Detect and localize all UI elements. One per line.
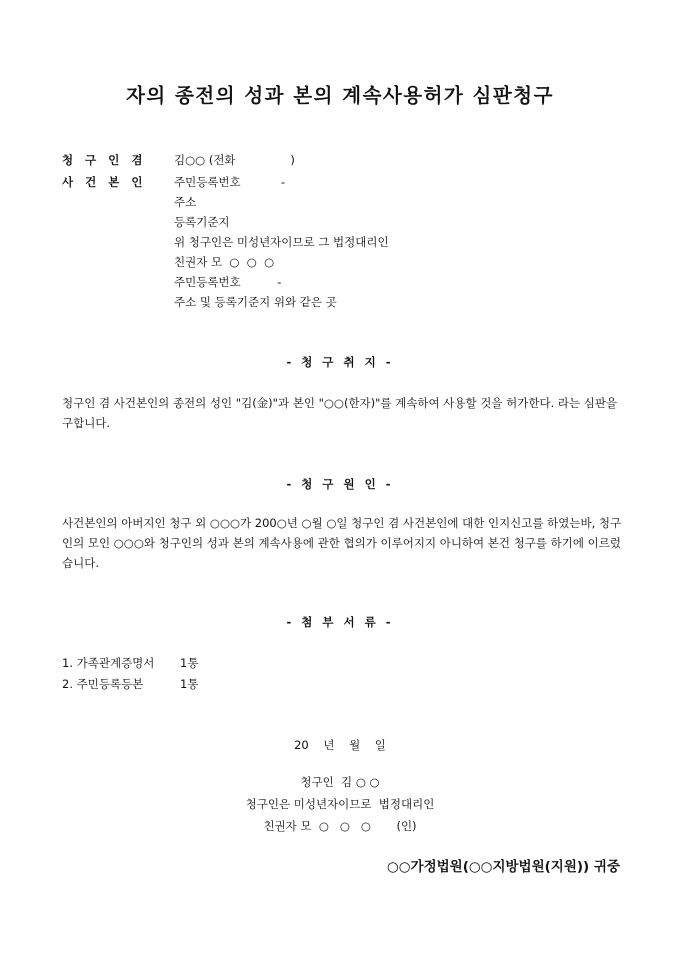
signature-guardian: 친권자 모 ○ ○ ○ (인)	[263, 819, 417, 833]
party-line: 주소	[174, 195, 197, 209]
document-title: 자의 종전의 성과 본의 계속사용허가 심판청구	[126, 84, 554, 107]
attachment-name: 1. 가족관계증명서	[62, 656, 155, 670]
attachment-count: 1통	[180, 677, 199, 691]
purpose-heading: - 청 구 취 지 -	[286, 355, 394, 369]
attachment-count: 1통	[180, 656, 199, 670]
party-line: 등록기준지	[174, 215, 230, 229]
principal-label: 사 건 본 인	[62, 175, 147, 189]
party-line: 주민등록번호 -	[174, 175, 286, 189]
claimant-value: 김○○ (전화 )	[174, 153, 295, 167]
signature-note: 청구인은 미성년자이므로 법정대리인	[245, 797, 435, 811]
party-line: 주민등록번호 -	[174, 275, 282, 289]
party-line: 친권자 모 ○ ○ ○	[174, 255, 275, 269]
party-line: 주소 및 등록기준지 위와 같은 곳	[174, 295, 337, 309]
signature-claimant: 청구인 김 ○ ○	[300, 775, 380, 789]
attachments-heading: - 첨 부 서 류 -	[286, 615, 394, 629]
claimant-label: 청 구 인 겸	[62, 153, 147, 167]
court-addressee: ○○가정법원(○○지방법원(지원)) 귀중	[387, 859, 620, 875]
cause-body: 사건본인의 아버지인 청구 외 ○○○가 200○년 ○월 ○일 청구인 겸 사건본인에 대한 인지신고를 하였는바, 청구인의 모인 ○○○와 청구인의 성과 본의 계속사용에 관한 협의가 이루어지지 아니하여 본건 청구를 하기에 이르렀습니다.	[62, 516, 622, 570]
document-date: 20 년 월 일	[294, 738, 386, 752]
cause-heading: - 청 구 원 인 -	[286, 477, 394, 491]
attachment-name: 2. 주민등록등본	[62, 677, 144, 691]
purpose-body: 청구인 겸 사건본인의 종전의 성인 "김(金)"과 본인 "○○(한자)"를 계속하여 사용할 것을 허가한다. 라는 심판을 구합니다.	[62, 396, 618, 430]
party-line: 위 청구인은 미성년자이므로 그 법정대리인	[174, 235, 389, 249]
